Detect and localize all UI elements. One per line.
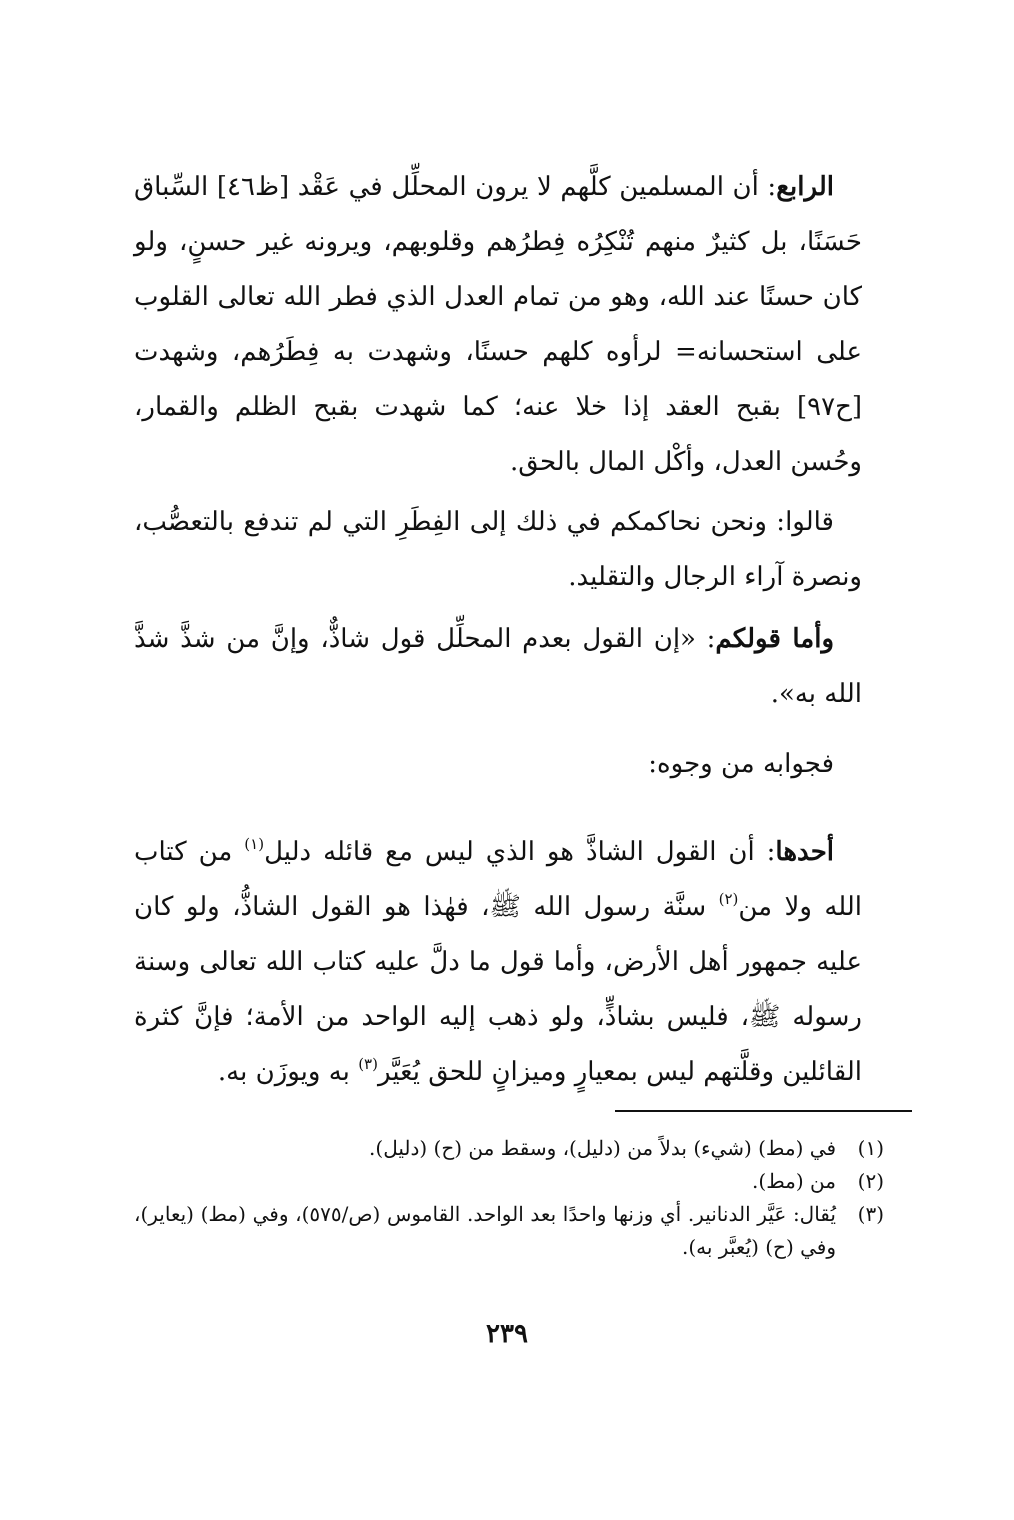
paragraph-first-reason [134, 825, 862, 1100]
footnote-text: في (مط) (شيء) بدلاً من (دليل)، وسقط من (ح) (دليل). [369, 1136, 836, 1160]
paragraph-text: من كتاب الله ولا من [134, 837, 863, 922]
footnote-item [134, 1165, 884, 1198]
paragraph-text: به ويوزَن به. [217, 1057, 359, 1087]
page-number: ٢٣٩ [486, 1319, 528, 1349]
footnote-number: (٢) [857, 1169, 884, 1193]
footnote-item [134, 1198, 884, 1264]
paragraph-text: : «إن القول بعدم المحلِّل قول شاذٌّ، وإنَّ من شذَّ شذَّ الله به». [134, 624, 862, 709]
paragraph-your-saying [134, 612, 862, 722]
paragraph-fourth-point [134, 160, 862, 490]
paragraph-lead: وأما قولكم [715, 624, 834, 654]
paragraph-text: : أن القول الشاذَّ هو الذي ليس مع قائله دليل [264, 837, 776, 867]
paragraph-text: سنَّة رسول الله ﷺ، فهٰذا هو القول الشاذُّ، ولو كان عليه جمهور أهل الأرض، وأما قول ما دلَّ عليه كتاب الله تعالى وسنة رسوله ﷺ، فليس بشاذٍّ، ولو ذهب إليه الواحد من الأمة؛ فإنَّ كثرة القائلين وقلَّتهم ليس بمعيارٍ وميزانٍ للحق يُعَيَّر [134, 892, 862, 1087]
footnote-number: (١) [857, 1136, 884, 1160]
footnote-divider [615, 1110, 912, 1112]
paragraph-lead: أحدها [775, 837, 834, 867]
footnote-text: يُقال: عَيَّر الدنانير. أي وزنها واحدًا بعد الواحد. القاموس (ص/٥٧٥)، وفي (مط) (يعاير)، وفي (ح) (يُعبَّر به). [134, 1202, 836, 1259]
paragraph-they-said [134, 495, 862, 605]
paragraph-lead: الرابع [776, 172, 834, 202]
footnotes [134, 1132, 884, 1264]
footnote-item [134, 1132, 884, 1165]
footnote-ref-2[interactable]: (٢) [718, 890, 739, 908]
paragraph-text: : أن المسلمين كلَّهم لا يرون المحلِّل في عَقْد [ظ٤٦] السِّباق حَسَنًا، بل كثيرٌ منهم تُنْكِرُه فِطرُهم وقلوبهم، ويرونه غير حسنٍ، ولو كان حسنًا عند الله، وهو من تمام العدل الذي فطر الله تعالى القلوب على استحسانه= لرأوه كلهم حسنًا، وشهدت به فِطَرُهم، وشهدت [ح٩٧] بقبح العقد إذا خلا عنه؛ كما شهدت بقبح الظلم والقمار، وحُسن العدل، وأكْل المال بالحق. [134, 172, 862, 477]
footnote-ref-1[interactable]: (١) [244, 835, 265, 853]
paragraph-text: قالوا: ونحن نحاكمكم في ذلك إلى الفِطَرِ التي لم تندفع بالتعصُّب، ونصرة آراء الرجال والتقليد. [134, 507, 862, 592]
footnote-ref-3[interactable]: (٣) [358, 1055, 378, 1073]
paragraph-answer-heading [134, 737, 862, 792]
paragraph-text: فجوابه من وجوه: [648, 749, 834, 779]
footnote-number: (٣) [857, 1202, 884, 1226]
footnote-text: من (مط). [752, 1169, 836, 1193]
